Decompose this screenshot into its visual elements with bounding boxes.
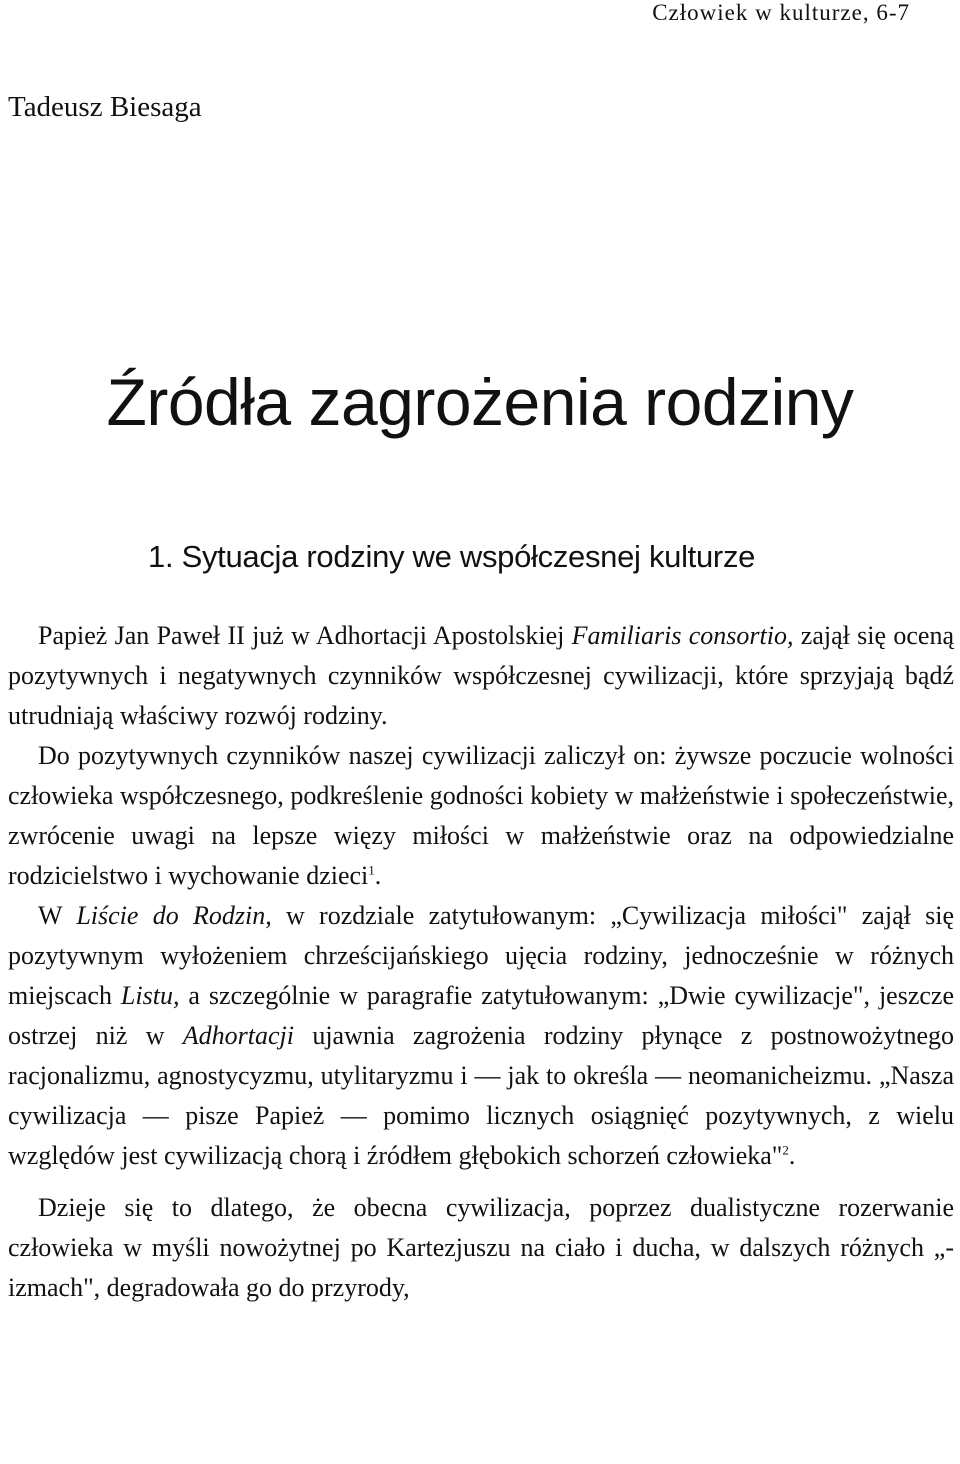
paragraph-3-text-cont: w rozdziale zatytułowanym: „Cywilizacja miłości" zajął się pozytywnym wyłożeniem chrześcijańskiego ujęcia rodziny, jednocześnie w różnych miejscach	[8, 901, 954, 1010]
paragraph-1-text: Papież Jan Paweł II już w Adhortacji Apostolskiej	[38, 621, 572, 650]
paragraph-2-end: .	[374, 861, 382, 890]
paragraph-2	[8, 736, 954, 896]
familiaris-consortio-title: Familiaris consortio,	[571, 621, 794, 650]
paragraph-4-text: Dzieje się to dlatego, że obecna cywilizacja, poprzez dualistyczne rozerwanie człowieka w myśli nowożytnej po Kartezjuszu na ciało i ducha, w dalszych różnych „-izmach", degradowała go do przyrody,	[8, 1193, 954, 1302]
paragraph-2-text: Do pozytywnych czynników naszej cywilizacji zaliczył on: żywsze poczucie wolności człowieka współczesnego, podkreślenie godności kobiety w małżeństwie i społeczeństwie, zwrócenie uwagi na lepsze więzy miłości w małżeństwie oraz na odpowiedzialne rodzicielstwo i wychowanie dzieci	[8, 741, 954, 890]
author-name: Tadeusz Biesaga	[8, 91, 202, 123]
article-body	[8, 616, 954, 1308]
adhortacji-title: Adhortacji	[182, 1021, 294, 1050]
footnote-ref-1[interactable]: 1	[368, 862, 375, 878]
paragraph-3-text: W	[38, 901, 77, 930]
list-do-rodzin-title: Liście do Rodzin,	[76, 901, 272, 930]
paragraph-3-end: .	[788, 1141, 796, 1170]
article-title: Źródła zagrożenia rodziny	[106, 365, 854, 439]
paragraph-1-text-cont: zajął się oceną pozytywnych i negatywnych czynników współczesnej cywilizacji, które sprzyjają bądź utrudniają właściwy rozwój rodziny.	[8, 621, 954, 730]
section-heading: 1. Sytuacja rodziny we współczesnej kulturze	[148, 539, 756, 574]
paragraph-3-text-cont-2: a szczególnie w paragrafie zatytułowanym: „Dwie cywilizacje", jeszcze ostrzej niż w	[8, 981, 954, 1050]
paragraph-3-text-cont-3: ujawnia zagrożenia rodziny płynące z postnowożytnego racjonalizmu, agnostycyzmu, utylitaryzmu i — jak to określa — neomanicheizmu. „Nasza cywilizacja — pisze Papież — pomimo licznych osiągnięć pozytywnych, z wielu względów jest cywilizacją chorą i źródłem głębokich schorzeń człowieka"	[8, 1021, 954, 1170]
listu-title: Listu,	[120, 981, 180, 1010]
paragraph-3	[8, 896, 954, 1176]
paragraph-4	[8, 1188, 954, 1308]
footnote-ref-2[interactable]: 2	[782, 1142, 789, 1158]
running-head: Człowiek w kulturze, 6-7	[652, 0, 910, 25]
paragraph-1	[8, 616, 954, 736]
